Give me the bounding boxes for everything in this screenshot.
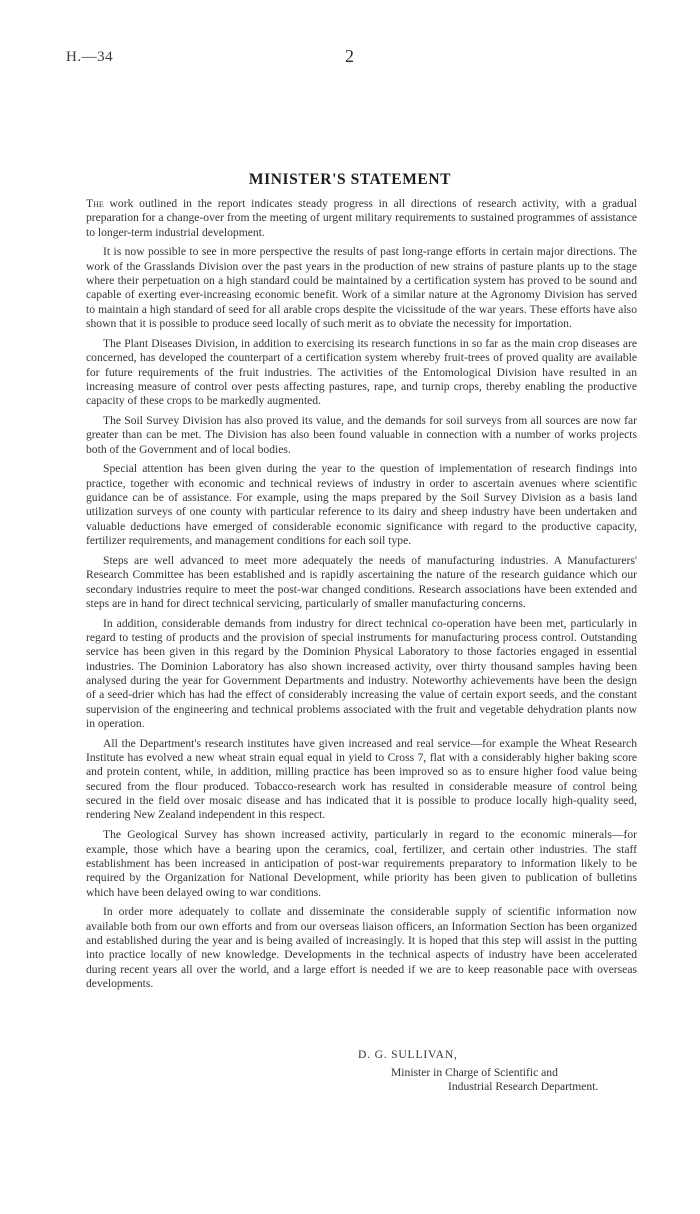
paragraph-5: Special attention has been given during the year to the question of implementation of research findings into practice, together with economic and technical reviews of industry in order to ascertain avenues where scientific guidance can be of assistance. For example, using the maps prepared by the Soil Survey Division as a basis land utilization surveys of one county with particular reference to its dairy and sheep industry have been undertaken and valuable deductions have emerged of considerable economic significance with regard to the productive capacity, fertilizer requirements, and management conditions for each soil type. bbox=[86, 462, 637, 548]
paragraph-1-text: work outlined in the report indicates steady progress in all directions of research activity, with a gradual preparation for a change-over from the meeting of urgent military requirements to sustained programmes of assistance to longer-term industrial development. bbox=[86, 197, 637, 239]
paragraph-2: It is now possible to see in more perspective the results of past long-range efforts in certain major directions. The work of the Grasslands Division over the past years in the production of new strains of pasture plants up to the stage where their perpetuation on a high standard could be maintained by a certification system has proved to be sound and capable of exerting ever-increasing economic benefit. Work of a similar nature at the Agronomy Division has served to maintain a high standard of seed for all arable crops despite the vicissitude of the war years. These efforts have also shown that it is possible to produce seed locally of such merit as to obviate the necessity for importation. bbox=[86, 245, 637, 331]
signatory-title-line-1: Minister in Charge of Scientific and bbox=[391, 1066, 558, 1079]
statement-body bbox=[86, 197, 637, 997]
paragraph-1 bbox=[86, 197, 637, 240]
paragraph-3: The Plant Diseases Division, in addition to exercising its research functions in so far as the main crop diseases are concerned, has developed the counterpart of a certification system whereby fruit-trees of proved quality are available for future requirements of the fruit industries. The activities of the Entomological Division have resulted in an increasing measure of control over pests affecting pastures, rape, and turnip crops, thereby enabling the productive capacity of these crops to be markedly augmented. bbox=[86, 336, 637, 408]
paragraph-10: In order more adequately to collate and disseminate the considerable supply of scientific information now available both from our own efforts and from our overseas liaison officers, an Information Section has been organized and established during the year and is being availed of increasingly. It is hoped that this step will assist in the putting into practice locally of new knowledge. Developments in the technical aspects of industry have been accelerated during recent years all over the world, and a large effort is needed if we are to keep reasonable pace with overseas developments. bbox=[86, 905, 637, 991]
document-reference: H.—34 bbox=[66, 49, 114, 65]
paragraph-6: Steps are well advanced to meet more adequately the needs of manufacturing industries. A Manufacturers' Research Committee has been established and is rapidly ascertaining the nature of the research guidance which our secondary industries require to meet the post-war changed conditions. Research associations have been extended and steps are in hand for direct technical servicing, particularly of smaller manufacturing concerns. bbox=[86, 553, 637, 610]
page-number: 2 bbox=[345, 46, 354, 66]
page-title: MINISTER'S STATEMENT bbox=[248, 171, 452, 188]
signatory-title-line-2: Industrial Research Department. bbox=[448, 1080, 599, 1093]
paragraph-8: All the Department's research institutes have given increased and real service—for example the Wheat Research Institute has evolved a new wheat strain equal equal in yield to Cross 7, flat with a considerably higher baking score and protein content, while, in addition, milling practice has been improved so as to ensure higher food value being secured from the flour produced. Tobacco-research work has resulted in considerable measure of control being secured in the field over mosaic disease and has indicated that it is possible to produce locally high-quality seed, rendering New Zealand independent in this respect. bbox=[86, 736, 637, 822]
signatory-name: D. G. SULLIVAN, bbox=[358, 1048, 458, 1061]
paragraph-7: In addition, considerable demands from industry for direct technical co-operation have been met, particularly in regard to testing of products and the provision of special instruments for manufacturing process control. Outstanding service has been given in this regard by the Dominion Physical Laboratory to those factories engaged in essential industries. The Dominion Laboratory has also shown increased activity, over thirty thousand samples having been analysed during the year for Government Departments and industry. Noteworthy achievements have been the design of a seed-drier which has had the effect of considerably increasing the value of certain export seeds, and the constant supervision of the engineering and technical problems associated with the fruit and vegetable dehydration plants now in operation. bbox=[86, 616, 637, 731]
paragraph-lead-word: The bbox=[86, 197, 104, 210]
paragraph-4: The Soil Survey Division has also proved its value, and the demands for soil surveys from all sources are now far greater than can be met. The Division has also been found valuable in connection with a number of works projects both of the Government and of local bodies. bbox=[86, 413, 637, 456]
paragraph-9: The Geological Survey has shown increased activity, particularly in regard to the economic minerals—for example, those which have a bearing upon the ceramics, coal, fertilizer, and certain other industries. The staff establishment has been increased in anticipation of post-war requirements preparatory to information likely to be required by the Organization for National Development, while priority has been given to publication of bulletins which have been delayed owing to war conditions. bbox=[86, 828, 637, 899]
